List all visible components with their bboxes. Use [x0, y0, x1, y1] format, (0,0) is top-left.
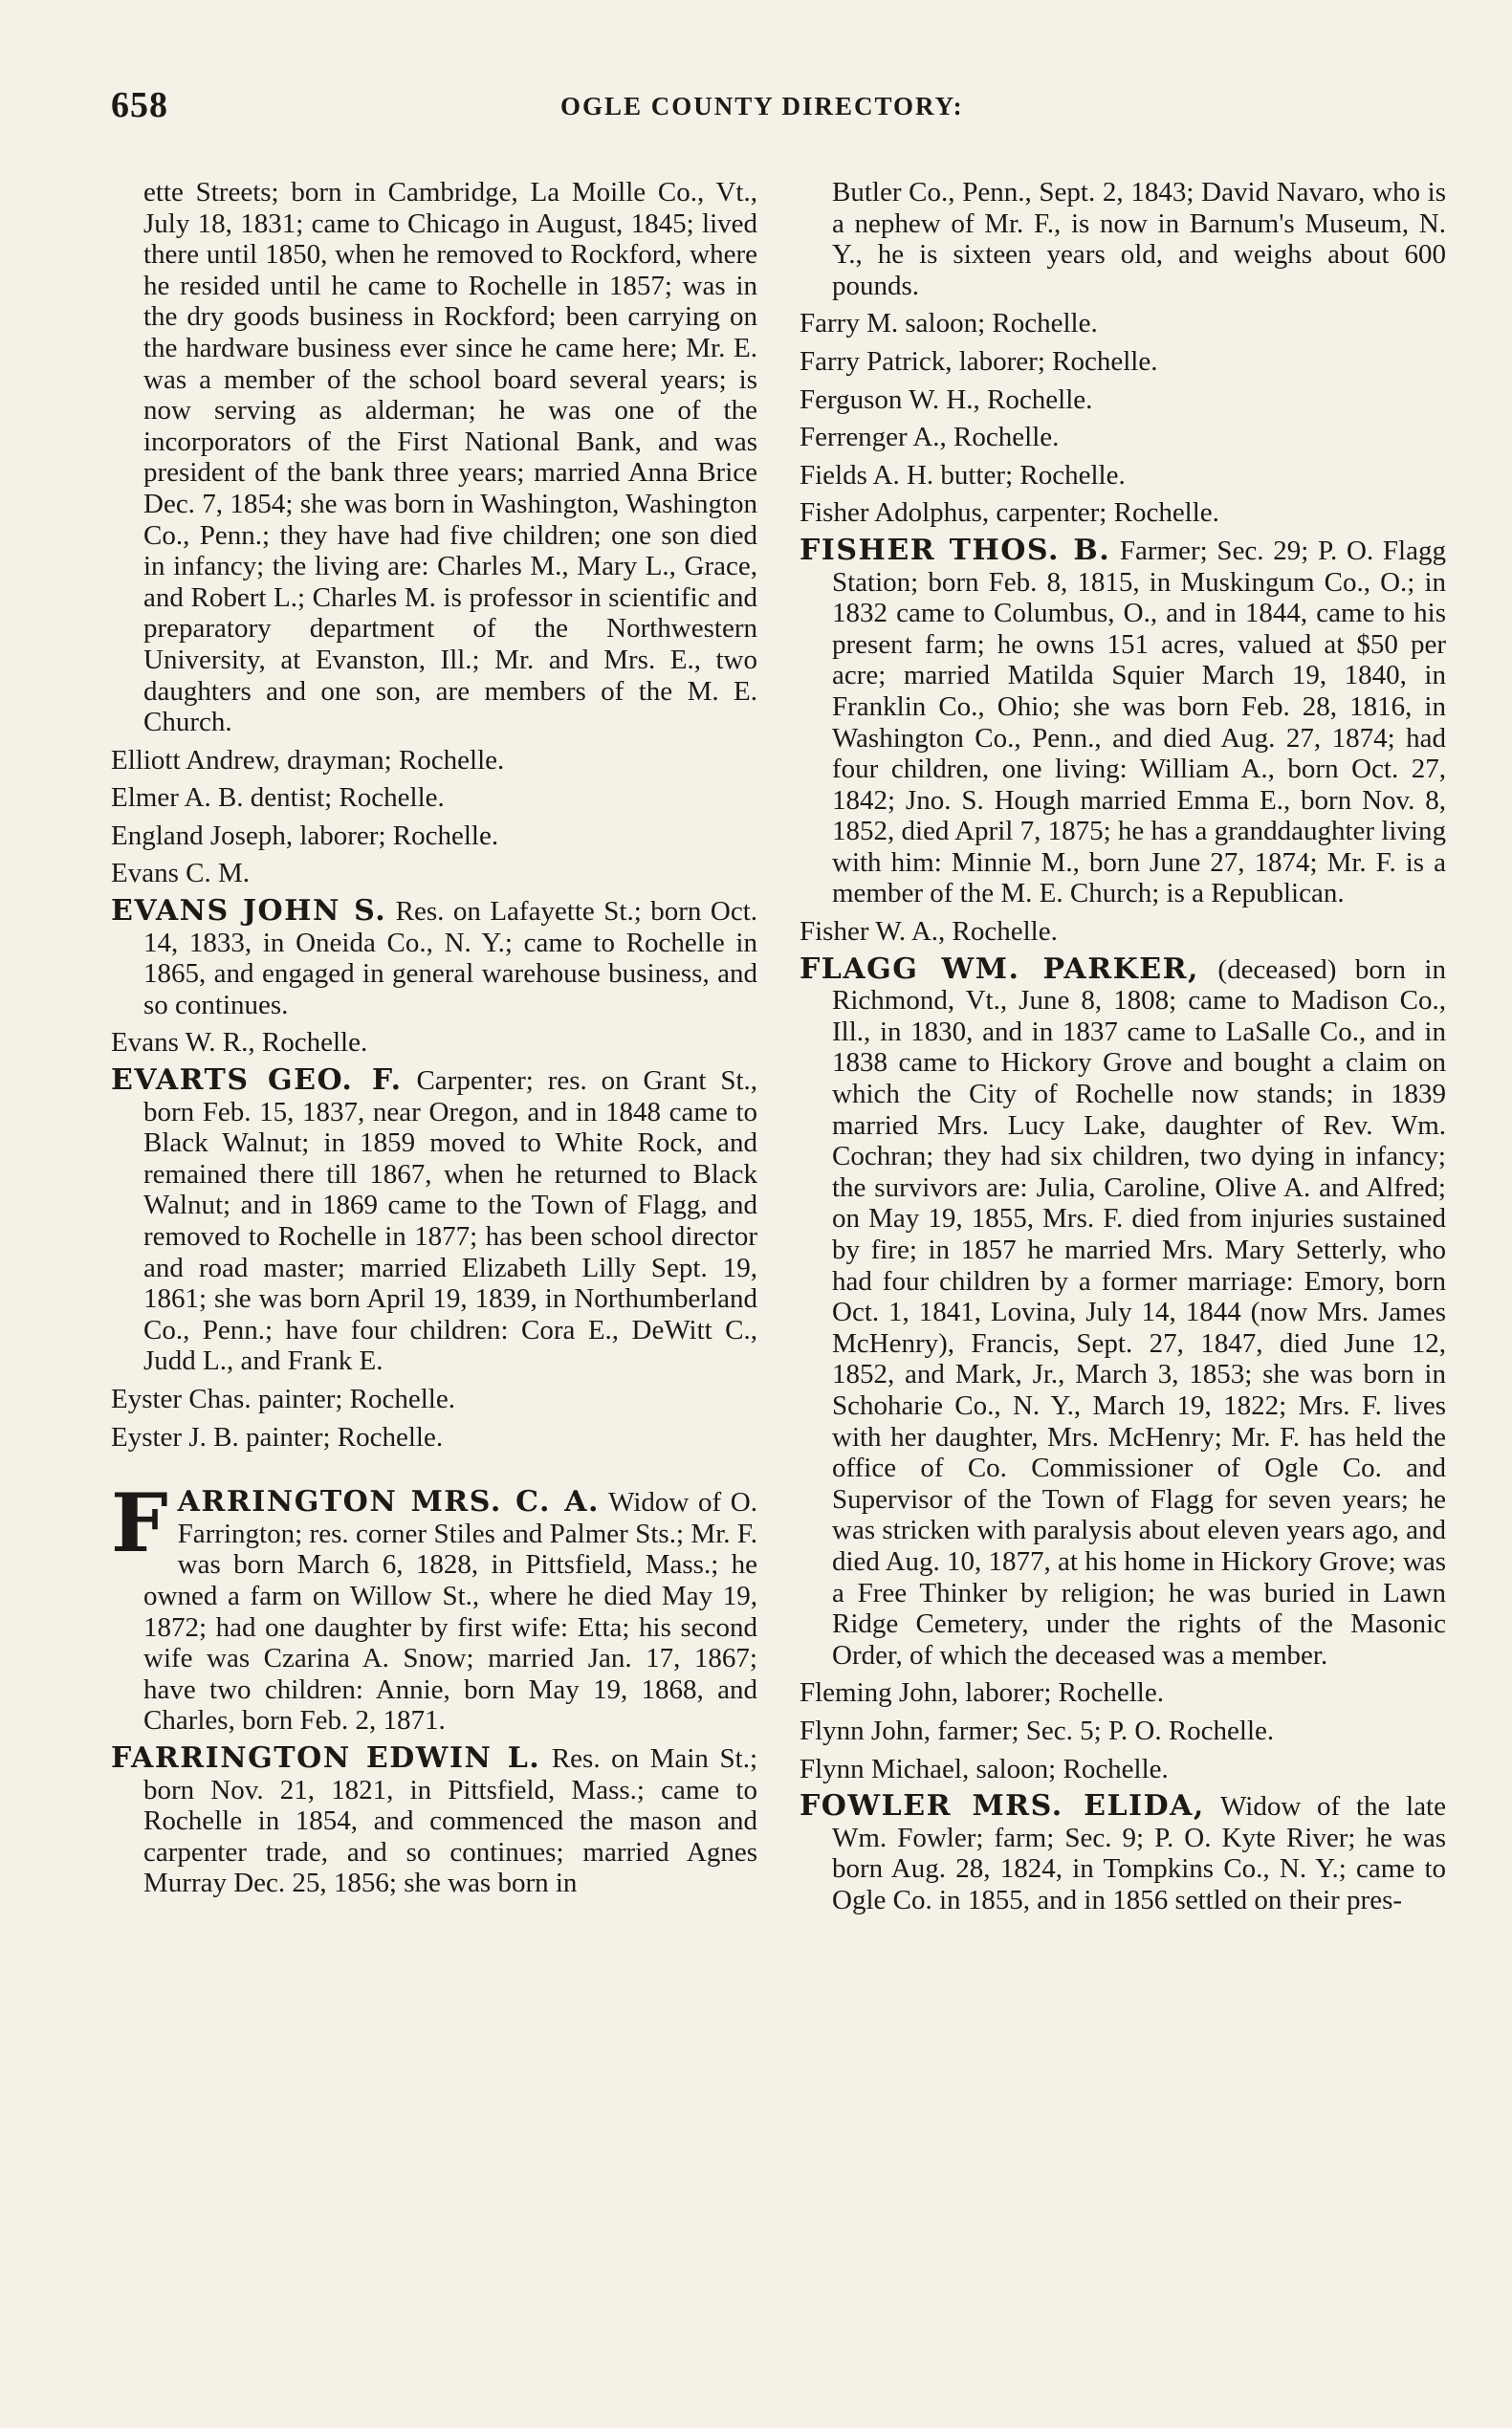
directory-entry [800, 422, 1446, 453]
entry-text: Res. on Main St.; born Nov. 21, 1821, in Pittsfield, Mass.; came to Rochelle in 1854, and commenced the mason and carpenter trade, and so continues; married Agnes Murray Dec. 25, 1856; she was born in [143, 1742, 757, 1899]
directory-entry [800, 954, 1446, 1672]
entry-text: Fleming John, laborer; Rochelle. [800, 1677, 1164, 1709]
directory-entry [111, 1476, 757, 1737]
directory-entry [111, 858, 757, 889]
page-number: 658 [111, 85, 168, 125]
directory-entry [800, 177, 1446, 301]
directory-entry [111, 177, 757, 738]
entry-name: ARRINGTON MRS. C. A. [177, 1485, 600, 1520]
directory-entry [800, 1716, 1446, 1747]
left-column [111, 177, 757, 1906]
directory-entry [800, 916, 1446, 948]
directory-entry [800, 497, 1446, 529]
entry-text: Farmer; Sec. 29; P. O. Flagg Station; born Feb. 8, 1815, in Muskingum Co., O.; in 1832 came to Columbus, O., and in 1844, came to his present farm; he owns 151 acres, valued at $50 per acre; married Matilda Squier March 19, 1840, in Franklin Co., Ohio; she was born Feb. 28, 1816, in Washington Co., Penn., and died Aug. 27, 1874; had four children, one living: William A., born Oct. 27, 1842; Jno. S. Hough married Emma E., born Nov. 8, 1852, died April 7, 1875; he has a granddaughter living with him: Minnie M., born June 27, 1874; Mr. F. is a member of the M. E. Church; is a Republican. [832, 535, 1446, 909]
entry-text: Widow of the late Wm. Fowler; farm; Sec. 9; P. O. Kyte River; he was born Aug. 28, 1824, in Tompkins Co., N. Y.; came to Ogle Co. in 1855, and in 1856 settled on their pres- [832, 1791, 1446, 1915]
entry-text: (deceased) born in Richmond, Vt., June 8, 1808; came to Madison Co., Ill., in 1830, and in 1837 came to LaSalle Co., and in 1838 came to Hickory Grove and bought a claim on which the City of Rochelle now stands; in 1839 married Mrs. Lucy Lake, daughter of Rev. Wm. Cochran; they had six children, two dying in infancy; the survivors are: Julia, Caroline, Olive A. and Alfred; on May 19, 1855, Mrs. F. died from injuries sustained by fire; in 1857 he married Mrs. Mary Setterly, who had four children by a former marriage: Emory, born Oct. 1, 1841, Lovina, July 14, 1844 (now Mrs. James McHenry), Francis, Sept. 27, 1847, died June 12, 1852, and Mark, Jr., March 3, 1853; she was born in Schoharie Co., N. Y., March 19, 1822; Mrs. F. lives with her daughter, Mrs. McHenry; Mr. F. has held the office of Co. Commissioner of Ogle Co. and Supervisor of the Town of Flagg for seven years; he was stricken with paralysis about eleven years ago, and died Aug. 10, 1877, at his home in Hickory Grove; was a Free Thinker by religion; he was buried in Lawn Ridge Cemetery, under the rights of the Masonic Order, of which the deceased was a member. [832, 953, 1446, 1671]
entry-text: Butler Co., Penn., Sept. 2, 1843; David Navaro, who is a nephew of Mr. F., is now in Barnum's Museum, N. Y., he is sixteen years old, and weighs about 600 pounds. [832, 177, 1446, 301]
entry-text: Res. on Lafayette St.; born Oct. 14, 1833, in Oneida Co., N. Y.; came to Rochelle in 1865, and engaged in general warehouse business, and so continues. [143, 896, 757, 1020]
entry-text: Ferguson W. H., Rochelle. [800, 383, 1093, 415]
directory-entry [800, 1791, 1446, 1915]
entry-text: Evans W. R., Rochelle. [111, 1027, 368, 1059]
entry-text: Eyster Chas. painter; Rochelle. [111, 1383, 455, 1414]
entry-text: ette Streets; born in Cambridge, La Moille Co., Vt., July 18, 1831; came to Chicago in August, 1845; lived there until 1850, when he removed to Rockford, where he resided until he came to Rochelle in 1857; was in the dry goods business in Rockford; been carrying on the hardware business ever since he came here; Mr. E. was a member of the school board several years; is now serving as alderman; he was one of the incorporators of the First National Bank, and was president of the bank three years; married Anna Brice Dec. 7, 1854; she was born in Washington, Washington Co., Penn.; they have had five children; one son died in infancy; the living are: Charles M., Mary L., Grace, and Robert L.; Charles M. is professor in scientific and preparatory department of the Northwestern University, at Evanston, Ill.; Mr. and Mrs. E., two daughters and one son, are members of the M. E. Church. [143, 177, 757, 738]
directory-entry [800, 346, 1446, 378]
running-head: OGLE COUNTY DIRECTORY: [560, 92, 964, 120]
right-column [800, 177, 1446, 1922]
directory-entry [800, 308, 1446, 339]
directory-entry [111, 896, 757, 1020]
entry-text: Fisher W. A., Rochelle. [800, 916, 1058, 948]
entry-name: FOWLER MRS. ELIDA, [800, 1789, 1205, 1824]
entry-text: Elmer A. B. dentist; Rochelle. [111, 782, 445, 814]
entry-text: Fields A. H. butter; Rochelle. [800, 459, 1126, 491]
entry-text: Farry M. saloon; Rochelle. [800, 308, 1098, 339]
directory-entry [111, 1384, 757, 1415]
directory-entry [111, 1740, 757, 1899]
entry-name: EVANS JOHN S. [111, 894, 387, 929]
directory-entry [800, 384, 1446, 416]
drop-cap: F [111, 1476, 168, 1571]
entry-text: Elliott Andrew, drayman; Rochelle. [111, 744, 505, 776]
entry-text: Ferrenger A., Rochelle. [800, 422, 1060, 453]
entry-text: Carpenter; res. on Grant St., born Feb. 15, 1837, near Oregon, and in 1848 came to Black Walnut; in 1859 moved to White Rock, and remained there till 1867, when he returned to Black Walnut; and in 1869 came to the Town of Flagg, and removed to Rochelle in 1877; has been school director and road master; married Elizabeth Lilly Sept. 19, 1861; she was born April 19, 1839, in Northumberland Co., Penn.; have four children: Cora E., DeWitt C., Judd L., and Frank E. [143, 1065, 758, 1377]
entry-text: Widow of O. Farrington; res. corner Stiles and Palmer Sts.; Mr. F. was born March 6, 1828, in Pittsfield, Mass.; he owned a farm on Willow St., where he died May 19, 1872; had one daughter by first wife: Etta; his second wife was Czarina A. Snow; married Jan. 17, 1867; have two children: Annie, born May 19, 1868, and Charles, born Feb. 2, 1871. [143, 1487, 757, 1737]
directory-entry [111, 1065, 757, 1377]
directory-entry [111, 1027, 757, 1059]
entry-name: FLAGG WM. PARKER, [800, 952, 1199, 986]
entry-name: FARRINGTON EDWIN L. [111, 1740, 541, 1775]
entry-text: Farry Patrick, laborer; Rochelle. [800, 345, 1158, 377]
directory-entry [111, 745, 757, 777]
directory-entry [111, 1422, 757, 1454]
directory-entry [111, 820, 757, 852]
directory-entry [111, 782, 757, 814]
entry-text: England Joseph, laborer; Rochelle. [111, 820, 499, 851]
directory-entry [800, 1754, 1446, 1785]
entry-text: Eyster J. B. painter; Rochelle. [111, 1421, 444, 1453]
entry-text: Flynn John, farmer; Sec. 5; P. O. Rochelle. [800, 1715, 1275, 1746]
directory-entry [800, 533, 1446, 909]
directory-entry [800, 460, 1446, 492]
entry-text: Evans C. M. [111, 858, 250, 889]
entry-name: EVARTS GEO. F. [111, 1063, 403, 1098]
directory-entry [800, 1677, 1446, 1709]
entry-name: FISHER THOS. B. [800, 533, 1111, 567]
entry-text: Flynn Michael, saloon; Rochelle. [800, 1753, 1169, 1784]
entry-text: Fisher Adolphus, carpenter; Rochelle. [800, 497, 1219, 529]
page-header [111, 84, 1440, 132]
